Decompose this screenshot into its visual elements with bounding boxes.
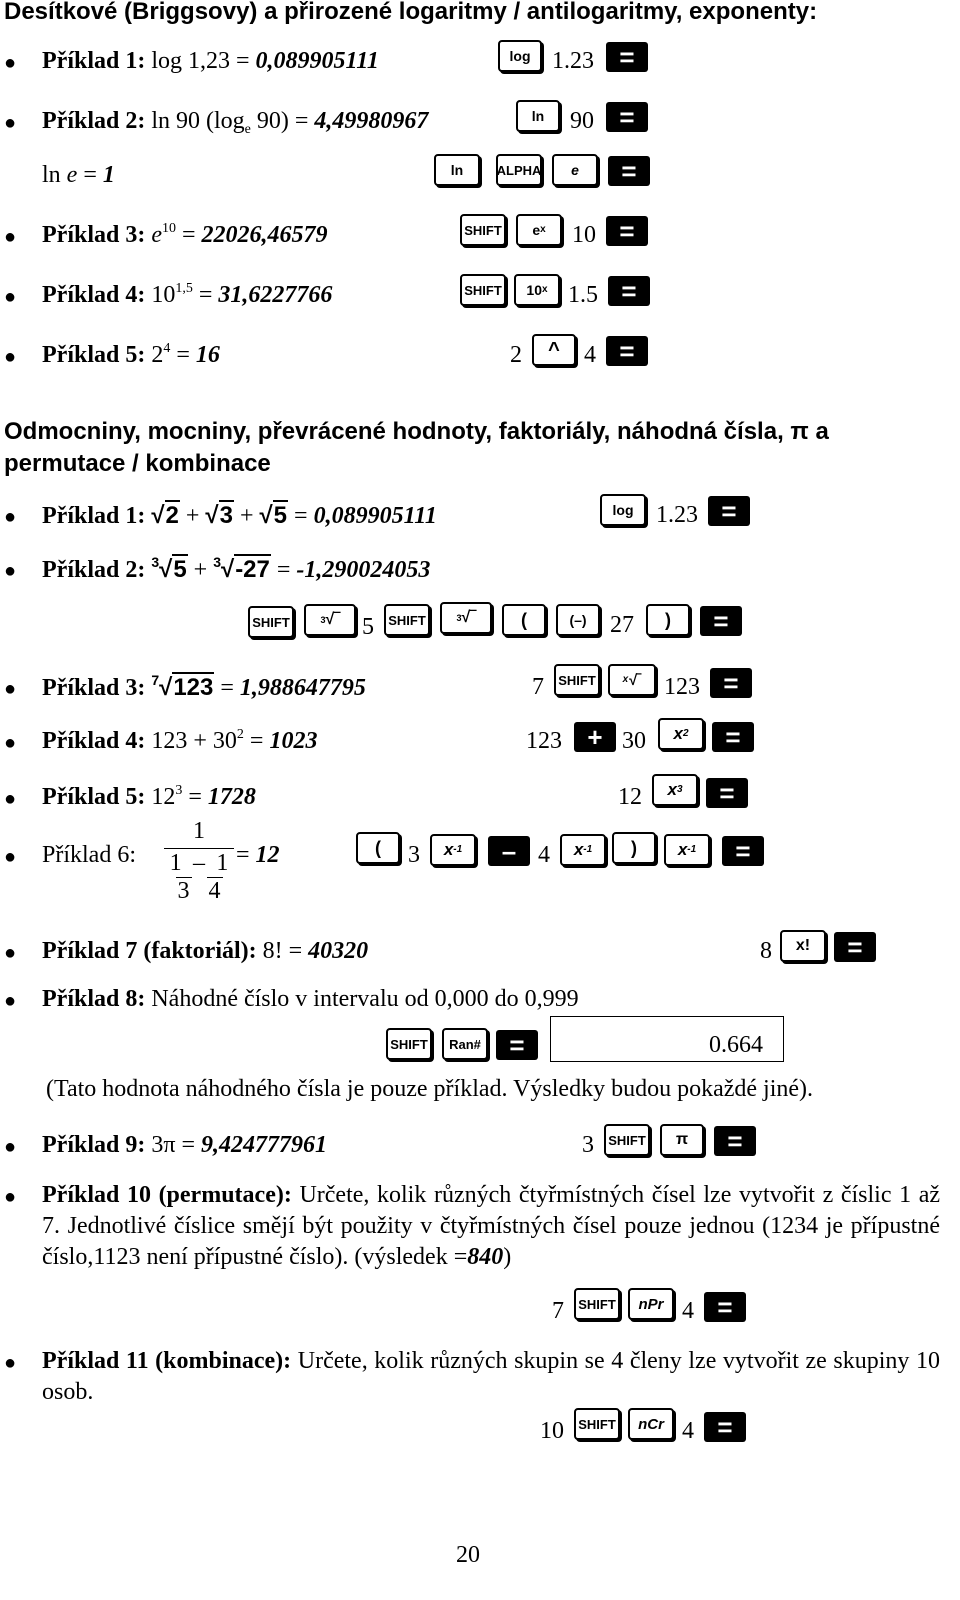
expression: 123 + 30 — [151, 728, 237, 754]
expression: = — [170, 342, 196, 368]
input-value: 27 — [610, 612, 634, 638]
result: 40320 — [308, 938, 369, 964]
s2-ex10-text — [42, 1180, 940, 1273]
pi-key[interactable]: π — [660, 1124, 704, 1156]
x-cubed-key[interactable]: x 3 — [652, 774, 698, 806]
result: 31,6227766 — [218, 282, 333, 308]
shift-key[interactable]: SHIFT — [460, 214, 506, 246]
equals-key[interactable]: = — [608, 276, 650, 306]
radicand: 3 — [219, 502, 233, 529]
expression: = — [214, 675, 240, 701]
bullet: ● — [4, 286, 17, 308]
shift-key[interactable]: SHIFT — [386, 1028, 432, 1060]
one: 1 — [216, 849, 229, 876]
s1-ex5-text — [42, 342, 220, 369]
numerator: 1 — [193, 818, 205, 844]
expression: 3π = — [145, 1132, 201, 1158]
result: 840 — [467, 1244, 504, 1270]
section2-heading-line2: permutace / kombinace — [4, 450, 271, 477]
example-label: Příklad 9: — [42, 1132, 146, 1158]
key-base: 10 — [526, 282, 542, 298]
expression: 10 — [151, 282, 176, 308]
log-key[interactable]: log — [498, 40, 542, 72]
input-value: 10 — [572, 222, 596, 248]
description: Určete, kolik různých skupin se 4 členy lze vytvořit ze skupiny 10 osob. — [42, 1348, 940, 1405]
exponent: 3 — [175, 783, 183, 798]
s1-ex2-text — [42, 108, 428, 135]
result: 0,089905111 — [313, 503, 437, 529]
s2-ex1-text: Příklad 1: √2 + √3 + √5 = 0,089905111 — [42, 502, 437, 529]
s1-ex3-text — [42, 222, 328, 249]
e-key[interactable]: e — [552, 154, 598, 186]
expression: = — [176, 222, 202, 248]
factorial-key[interactable]: x! — [780, 930, 826, 962]
equals-key[interactable]: = — [606, 102, 648, 132]
denominator: 3 — [176, 877, 192, 907]
expression: log 1,23 = — [151, 48, 256, 74]
equals-key[interactable]: = — [714, 1126, 756, 1156]
key-base: e — [532, 222, 541, 238]
equals-key[interactable]: = — [722, 836, 764, 866]
expression: 2 — [151, 342, 164, 368]
key-base: x — [443, 840, 454, 859]
example-label: Příklad 10 (permutace): — [42, 1182, 292, 1208]
equals-key[interactable]: = — [606, 216, 648, 246]
expression: ln 90 (log — [151, 108, 245, 134]
result: 1728 — [207, 784, 256, 810]
example-label: Příklad 1: — [42, 503, 146, 529]
ln-key[interactable]: ln — [434, 154, 480, 186]
s1-ex4-text — [42, 282, 332, 309]
radicand: 5 — [273, 502, 288, 529]
s2-ex2-text: Příklad 2: $^3$√5 + $^3$√-27 = -1,290024053 — [42, 554, 431, 583]
input-value: 10 — [540, 1418, 564, 1444]
plus-sign: + — [193, 557, 208, 583]
minus-key[interactable]: – — [488, 836, 530, 866]
bullet: ● — [4, 1186, 17, 1208]
shift-key[interactable]: SHIFT — [460, 274, 506, 306]
power-key[interactable]: ^ — [532, 334, 576, 366]
section1-heading: Desítkové (Briggsovy) a přirozené logaritmy / antilogaritmy, exponenty: — [4, 0, 818, 25]
plus-sign: + — [185, 503, 200, 529]
example-label: Příklad 6: — [42, 842, 136, 868]
example-label: Příklad 1: — [42, 48, 146, 74]
example-label: Příklad 4: — [42, 282, 146, 308]
input-value: 12 — [618, 784, 642, 810]
shift-key[interactable]: SHIFT — [604, 1124, 650, 1156]
description: Určete, kolik různých čtyřmístných čísel lze vytvořit z číslic 1 až 7. Jednotlivé číslice smějí být použity v čtyřmístných čísel pouze jednou (1234 je přípustné číslo,1123 není přípustné číslo). (výsledek = — [42, 1182, 941, 1270]
exponent: 1,5 — [175, 281, 193, 296]
radicand: 2 — [165, 502, 179, 529]
example-label: Příklad 2: — [42, 108, 146, 134]
example-label: Příklad 8: — [42, 986, 146, 1012]
exponent: 10 — [162, 221, 176, 236]
close-paren-key[interactable]: ) — [646, 604, 690, 636]
shift-key[interactable]: SHIFT — [554, 664, 600, 696]
radicand: 123 — [173, 674, 214, 701]
result: 16 — [195, 342, 220, 368]
inverse-key[interactable]: x -1 — [560, 834, 606, 866]
open-paren-key[interactable]: ( — [502, 604, 546, 636]
section2-heading: Odmocniny, mocniny, převrácené hodnoty, faktoriály, náhodná čísla, π a — [4, 418, 829, 445]
input-value: 3 — [582, 1132, 594, 1158]
s2-ex5-text — [42, 784, 256, 811]
radicand: 5 — [173, 556, 187, 583]
bullet: ● — [4, 52, 17, 74]
equals-key[interactable]: = — [496, 1030, 538, 1060]
example-label: Příklad 4: — [42, 728, 146, 754]
expression: 90) = — [250, 108, 315, 134]
exponent: 4 — [163, 341, 171, 356]
example-label: Příklad 2: — [42, 557, 146, 583]
example-label: Příklad 3: — [42, 675, 146, 701]
bullet: ● — [4, 788, 17, 810]
bullet: ● — [4, 1352, 17, 1374]
root-index: 3 — [151, 554, 160, 570]
bullet: ● — [4, 990, 17, 1012]
open-paren-key[interactable]: ( — [356, 832, 400, 864]
cube-root-key[interactable]: 3 √‾ — [440, 602, 492, 634]
bullet: ● — [4, 1136, 17, 1158]
expression: ln — [42, 162, 67, 188]
exponent: 2 — [236, 727, 244, 742]
equals-key[interactable]: = — [606, 42, 648, 72]
bullet: ● — [4, 560, 17, 582]
result: 4,49980967 — [314, 108, 429, 134]
bullet: ● — [4, 346, 17, 368]
s2-ex8-text — [42, 986, 579, 1013]
equals-key[interactable]: = — [834, 932, 876, 962]
e-power-key[interactable]: e x — [516, 214, 562, 246]
s2-ex4-text — [42, 728, 317, 755]
x-root-key[interactable]: x √‾ — [608, 664, 656, 696]
alpha-key[interactable]: ALPHA — [496, 154, 542, 186]
bullet: ● — [4, 112, 17, 134]
result: 1 — [102, 162, 115, 188]
expression: 12 — [151, 784, 176, 810]
input-value: 123 — [664, 674, 700, 700]
expression: = — [243, 728, 270, 754]
input-value: 7 — [532, 674, 544, 700]
expression: = — [77, 162, 103, 188]
equals-key[interactable]: = — [606, 336, 648, 366]
minus: – — [192, 849, 205, 876]
note: (Tato hodnota náhodného čísla je pouze příklad. Výsledky budou pokaždé jiné). — [46, 1076, 814, 1102]
equals-key[interactable]: = — [700, 606, 742, 636]
result: 1,988647795 — [239, 675, 366, 701]
equals-key[interactable]: = — [608, 156, 650, 186]
input-value: 1.23 — [656, 502, 698, 528]
denominator: 4 — [207, 877, 223, 907]
input-value: 7 — [552, 1298, 564, 1324]
input-value: 4 — [538, 842, 550, 868]
result: 12 — [255, 842, 280, 868]
subscript: e — [244, 122, 251, 137]
key-base: x — [677, 840, 688, 859]
shift-key[interactable]: SHIFT — [248, 606, 294, 638]
page-number: 20 — [456, 1542, 480, 1568]
bullet: ● — [4, 732, 17, 754]
one: 1 — [169, 849, 182, 876]
input-value: 4 — [584, 342, 596, 368]
expression: e — [66, 162, 78, 188]
log-key[interactable]: log — [600, 494, 646, 526]
key-base: x — [573, 840, 584, 859]
input-value: 2 — [510, 342, 522, 368]
equals-key[interactable]: = — [704, 1412, 746, 1442]
inverse-key[interactable]: x -1 — [430, 834, 476, 866]
input-value: 8 — [760, 938, 772, 964]
bullet: ● — [4, 226, 17, 248]
example-label: Příklad 5: — [42, 342, 146, 368]
s1-ex1-text — [42, 48, 379, 75]
result: 0,089905111 — [255, 48, 379, 74]
equals-key[interactable]: = — [710, 668, 752, 698]
expression: = — [182, 784, 208, 810]
radicand: -27 — [235, 556, 270, 583]
example-label: Příklad 5: — [42, 784, 146, 810]
description: ) — [503, 1244, 512, 1270]
input-value: 1.23 — [552, 48, 594, 74]
equals-key[interactable]: = — [706, 778, 748, 808]
description: Náhodné číslo v intervalu od 0,000 do 0,999 — [145, 986, 579, 1012]
root-index: 3 — [213, 554, 222, 570]
input-value: 1.5 — [568, 282, 598, 308]
s2-ex9-text — [42, 1132, 327, 1159]
input-value: 90 — [570, 108, 594, 134]
input-value: 30 — [622, 728, 646, 754]
s2-ex11-text — [42, 1346, 940, 1408]
example-label: Příklad 11 (kombinace): — [42, 1348, 292, 1374]
denominator-line1 — [164, 849, 234, 877]
close-paren-key[interactable]: ) — [612, 832, 656, 864]
expression: e — [151, 222, 162, 248]
expression: 8! = — [256, 938, 309, 964]
example-label: Příklad 7 (faktoriál): — [42, 938, 257, 964]
input-value: 5 — [362, 614, 374, 640]
example-label: Příklad 3: — [42, 222, 146, 248]
ncr-key[interactable]: nCr — [628, 1408, 674, 1440]
plus-sign: + — [239, 503, 254, 529]
random-key[interactable]: Ran# — [442, 1028, 488, 1060]
result: -1,290024053 — [296, 557, 431, 583]
plus-key[interactable]: + — [574, 722, 616, 752]
inverse-key[interactable]: x -1 — [664, 834, 710, 866]
cube-root-key[interactable]: 3 √‾ — [304, 604, 356, 636]
equals-key[interactable]: = — [708, 496, 750, 526]
bullet: ● — [4, 846, 17, 868]
input-value: 3 — [408, 842, 420, 868]
expression: = — [288, 503, 314, 529]
shift-key[interactable]: SHIFT — [574, 1288, 620, 1320]
ten-power-key[interactable]: 10 x — [514, 274, 560, 306]
npr-key[interactable]: nPr — [628, 1288, 674, 1320]
input-value: 4 — [682, 1418, 694, 1444]
s2-ex6-result — [236, 842, 280, 869]
expression: = — [236, 842, 256, 868]
key-base: x — [673, 724, 683, 743]
x-squared-key[interactable]: x 2 — [658, 718, 704, 750]
bullet: ● — [4, 506, 17, 528]
result: 1023 — [269, 728, 318, 754]
s1-lne-text — [42, 162, 115, 189]
bullet: ● — [4, 942, 17, 964]
expression: = — [192, 282, 219, 308]
fraction — [164, 818, 234, 907]
equals-key[interactable]: = — [712, 722, 754, 752]
negative-key[interactable]: (–) — [556, 604, 600, 636]
result: 22026,46579 — [201, 222, 328, 248]
denominator-line2 — [168, 877, 230, 907]
root-index: 7 — [151, 672, 160, 688]
result: 9,424777961 — [201, 1132, 327, 1158]
equals-key[interactable]: = — [704, 1292, 746, 1322]
ln-key[interactable]: ln — [516, 100, 560, 132]
key-base: x — [667, 780, 677, 799]
input-value: 123 — [526, 728, 562, 754]
s2-ex7-text — [42, 938, 368, 965]
input-value: 4 — [682, 1298, 694, 1324]
calculator-display: 0.664 — [550, 1016, 784, 1062]
s2-ex3-text: Příklad 3: $^7$√123 = 1,988647795 — [42, 672, 366, 701]
shift-key[interactable]: SHIFT — [574, 1408, 620, 1440]
bullet: ● — [4, 678, 17, 700]
shift-key[interactable]: SHIFT — [384, 604, 430, 636]
expression: = — [270, 557, 297, 583]
